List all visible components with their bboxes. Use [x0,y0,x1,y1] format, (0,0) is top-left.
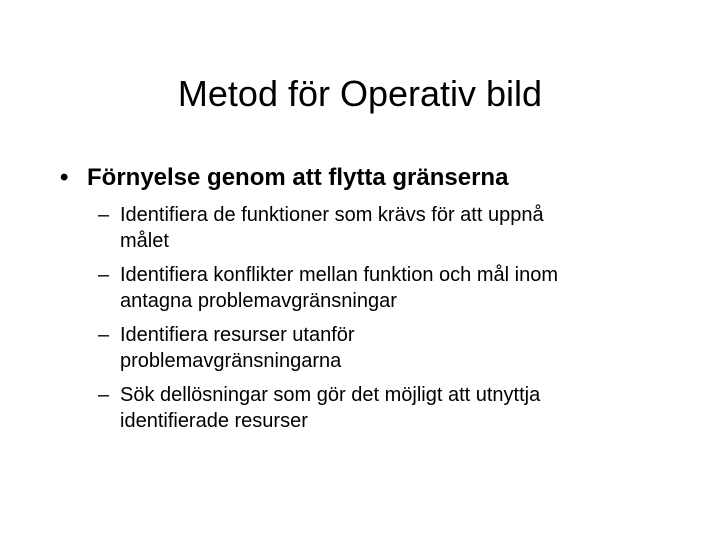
bullet-marker: • [60,164,69,191]
sub-bullet-item [98,382,678,434]
sub-bullet-line: målet [120,230,169,252]
sub-bullet-line: Identifiera konflikter mellan funktion och mål inom [120,264,558,286]
sub-bullet-item [98,322,678,374]
sub-bullet-item [98,262,678,314]
sub-bullet-line: Identifiera de funktioner som krävs för att uppnå [120,204,544,226]
sub-bullet-dash: – [98,204,110,226]
main-bullet-text: Förnyelse genom att flytta gränserna [87,164,509,191]
sub-bullet-line: problemavgränsningarna [120,350,342,372]
sub-bullet-line: Identifiera resurser utanför [120,324,355,346]
sub-bullet-list [98,202,678,442]
sub-bullet-dash: – [98,384,110,406]
sub-bullet-dash: – [98,324,110,346]
sub-bullet-line: identifierade resurser [120,410,308,432]
slide-title: Metod för Operativ bild [177,73,543,114]
sub-bullet-line: antagna problemavgränsningar [120,290,397,312]
sub-bullet-line: Sök dellösningar som gör det möjligt att utnyttja [120,384,541,406]
sub-bullet-dash: – [98,264,110,286]
sub-bullet-item [98,202,678,254]
